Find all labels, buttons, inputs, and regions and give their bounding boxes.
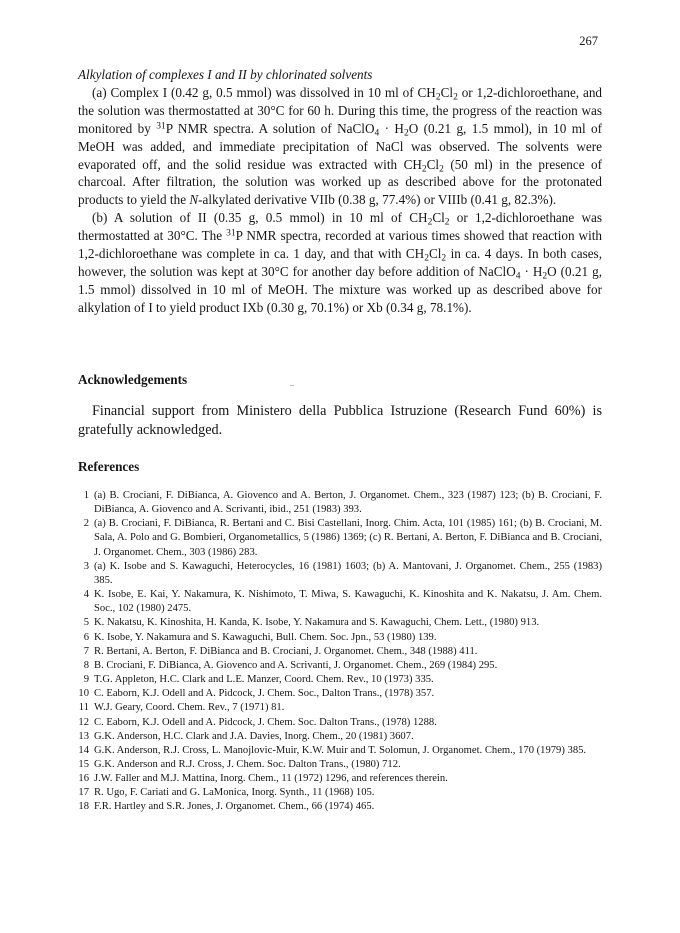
reference-item <box>78 659 602 673</box>
page-number: 267 <box>579 34 598 48</box>
reference-item <box>78 701 602 715</box>
reference-number: 1 <box>83 490 89 501</box>
reference-number: 10 <box>78 688 89 700</box>
reference-item <box>78 772 602 786</box>
reference-text: T.G. Appleton, H.C. Clark and L.E. Manzer, Coord. Chem. Rev., 10 (1973) 335. <box>94 674 434 686</box>
reference-item <box>78 588 602 616</box>
reference-text: J.W. Faller and M.J. Mattina, Inorg. Chem., 11 (1972) 1296, and references therein. <box>94 773 448 785</box>
reference-text: (a) B. Crociani, F. DiBianca, A. Giovenco and A. Berton, J. Organomet. Chem., 323 (1987) 123; (b) B. Crociani, F. DiBianca, A. Giovenco and A. Scrivanti, ibid., 251 (1983) 393. <box>94 490 602 516</box>
reference-number: 6 <box>83 631 89 643</box>
reference-number: 16 <box>78 773 89 785</box>
reference-item <box>78 800 602 814</box>
reference-text: B. Crociani, F. DiBianca, A. Giovenco and A. Scrivanti, J. Organomet. Chem., 269 (1984) 295. <box>94 659 498 671</box>
paragraph-a: (a) Complex I (0.42 g, 0.5 mmol) was dissolved in 10 ml of $CH_2Cl_2$ or 1,2-dichloroethane, and the solution was thermostatted at 30°C for 60 h. During this time, the progress of the reaction was monitored by $^{31}$P NMR spectra. A solution of NaClO$_4$ · $H_2O$ (0.21 g, 1.5 mmol), in 10 ml of MeOH was added, and immediate precipitation of NaCl was observed. The solvents were evaporated off, and the solid residue was extracted with $CH_2Cl_2$ (50 ml) in the presence of charcoal. After filtration, the solution was worked up as described above for the protonated products to yield the N-alkylated derivative VIIb (0.38 g, 77.4%) or VIIIb (0.41 g, 82.3%). <box>78 84 603 208</box>
acknowledgements-text: Financial support from Ministero della Pubblica Istruzione (Research Fund 60%) is gratefully acknowledged. <box>78 403 602 438</box>
reference-number: 2 <box>83 518 89 530</box>
reference-text: G.K. Anderson, R.J. Cross, L. Manojlovic-Muir, K.W. Muir and T. Solomun, J. Organomet. Chem., 170 (1979) 385. <box>94 744 587 756</box>
reference-item <box>78 517 602 559</box>
scan-artifact-divider <box>290 385 294 386</box>
reference-text: F.R. Hartley and S.R. Jones, J. Organomet. Chem., 66 (1974) 465. <box>94 801 375 813</box>
alkylation-section <box>78 66 602 317</box>
reference-number: 18 <box>78 801 89 813</box>
reference-number: 17 <box>78 787 89 799</box>
reference-text: C. Eaborn, K.J. Odell and A. Pidcock, J. Chem. Soc. Dalton Trans., (1978) 1288. <box>94 716 437 728</box>
reference-number: 12 <box>78 716 89 728</box>
reference-text: R. Ugo, F. Cariati and G. LaMonica, Inorg. Synth., 11 (1968) 105. <box>94 787 375 799</box>
reference-text: G.K. Anderson, H.C. Clark and J.A. Davies, Inorg. Chem., 20 (1981) 3607. <box>94 730 414 742</box>
reference-number: 15 <box>78 758 89 770</box>
reference-text: R. Bertani, A. Berton, F. DiBianca and B. Crociani, J. Organomet. Chem., 348 (1988) 411. <box>94 645 478 657</box>
reference-text: K. Isobe, E. Kai, Y. Nakamura, K. Nishimoto, T. Miwa, S. Kawaguchi, K. Kinoshita and K. Nakatsu, J. Am. Chem. Soc., 102 (1980) 2475. <box>94 589 602 615</box>
reference-item <box>78 489 602 517</box>
reference-number: 9 <box>83 674 89 686</box>
reference-item <box>78 616 602 630</box>
reference-number: 4 <box>83 589 89 601</box>
reference-text: K. Isobe, Y. Nakamura and S. Kawaguchi, Bull. Chem. Soc. Jpn., 53 (1980) 139. <box>94 631 437 643</box>
paragraph-b: (b) A solution of II (0.35 g, 0.5 mmol) in 10 ml of $CH_2Cl_2$ or 1,2-dichloroethane was thermostatted at 30°C. The $^{31}$P NMR spectra, recorded at various times showed that reaction with 1,2-dichloroethane was complete in ca. 1 day, and that with $CH_2Cl_2$ in ca. 4 days. In both cases, however, the solution was kept at 30°C for another day before addition of NaClO$_4$ · $H_2O$ (0.21 g, 1.5 mmol) dissolved in 10 ml of MeOH. The mixture was worked up as described above for alkylation of I to yield product IXb (0.30 g, 70.1%) or Xb (0.34 g, 78.1%). <box>78 210 602 315</box>
reference-text: (a) K. Isobe and S. Kawaguchi, Heterocycles, 16 (1981) 1603; (b) A. Mantovani, J. Organomet. Chem., 255 (1983) 385. <box>94 560 602 586</box>
reference-list <box>78 489 602 815</box>
reference-item <box>78 730 602 744</box>
reference-number: 11 <box>78 702 89 714</box>
reference-item <box>78 560 602 588</box>
reference-text: (a) B. Crociani, F. DiBianca, R. Bertani and C. Bisi Castellani, Inorg. Chim. Acta, 101 (1985) 161; (b) B. Crociani, M. Sala, A. Polo and G. Bombieri, Organometallics, 5 (1986) 1369; (c) R. Bertani, A. Berton, F. DiBianca and B. Crociani, J. Organomet. Chem., 303 (1986) 283. <box>94 518 602 558</box>
reference-number: 7 <box>83 645 89 657</box>
reference-item <box>78 758 602 772</box>
references-heading: References <box>78 459 140 474</box>
reference-item <box>78 645 602 659</box>
reference-item <box>78 687 602 701</box>
reference-text: C. Eaborn, K.J. Odell and A. Pidcock, J. Chem. Soc., Dalton Trans., (1978) 357. <box>94 688 435 700</box>
reference-number: 3 <box>83 560 89 572</box>
reference-number: 5 <box>83 617 89 629</box>
reference-item <box>78 786 602 800</box>
reference-text: W.J. Geary, Coord. Chem. Rev., 7 (1971) 81. <box>94 702 285 714</box>
acknowledgements-heading: Acknowledgements <box>78 372 188 387</box>
reference-number: 13 <box>78 730 89 742</box>
section-title: Alkylation of complexes I and II by chlorinated solvents <box>78 67 373 82</box>
reference-item <box>78 673 602 687</box>
reference-item <box>78 744 602 758</box>
reference-number: 8 <box>83 659 89 671</box>
reference-item <box>78 631 602 645</box>
reference-text: K. Nakatsu, K. Kinoshita, H. Kanda, K. Isobe, Y. Nakamura and S. Kawaguchi, Chem. Lett., (1980) 913. <box>94 617 540 629</box>
reference-item <box>78 716 602 730</box>
reference-number: 14 <box>78 744 89 756</box>
reference-text: G.K. Anderson and R.J. Cross, J. Chem. Soc. Dalton Trans., (1980) 712. <box>94 758 401 770</box>
